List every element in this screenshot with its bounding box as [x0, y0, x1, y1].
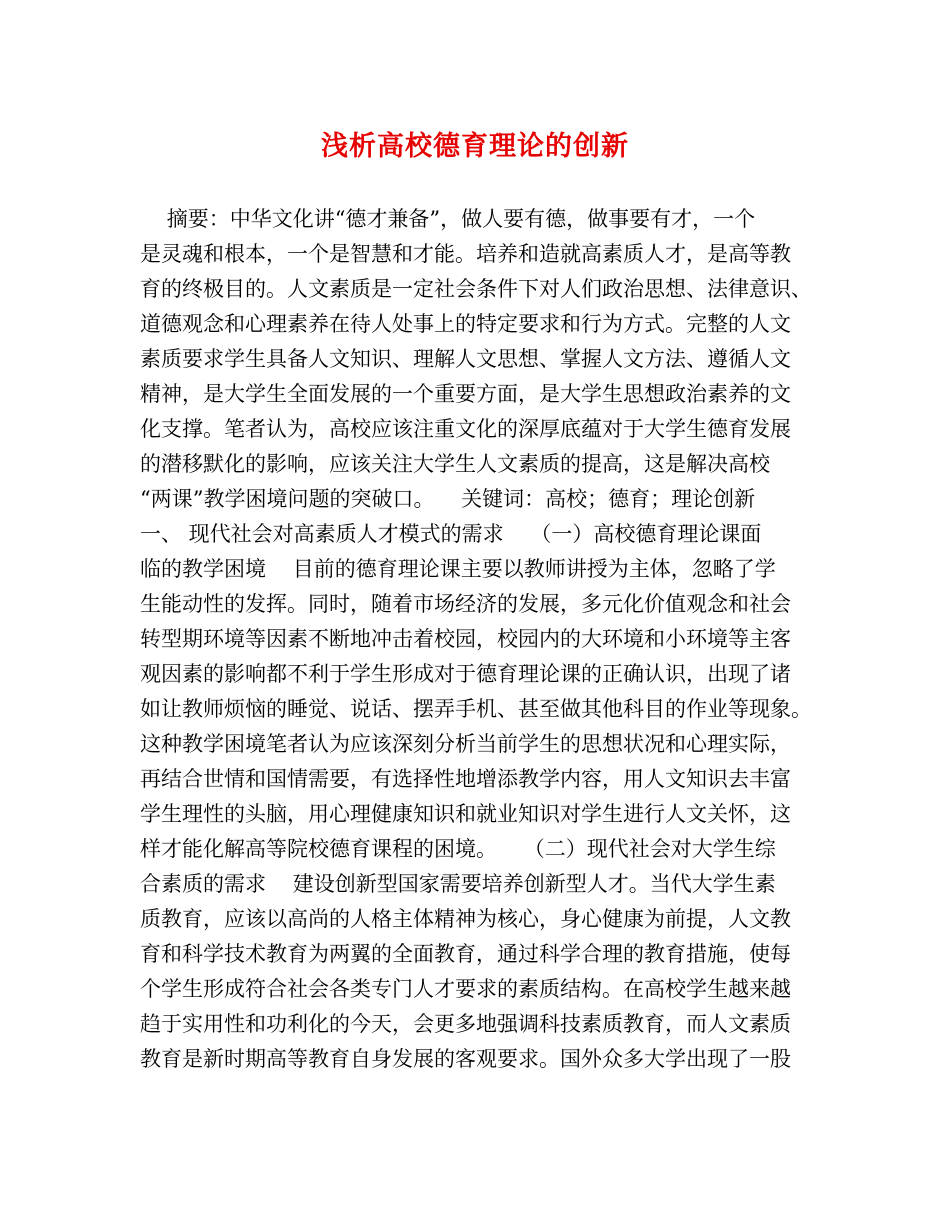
body-line: 这种教学困境笔者认为应该深刻分析当前学生的思想状况和心理实际， — [140, 732, 791, 756]
body-line: 素质要求学生具备人文知识、理解人文思想、掌握人文方法、遵循人文 — [140, 347, 791, 371]
body-line: 样才能化解高等院校德育课程的困境。 （二）现代社会对大学生综 — [140, 837, 776, 861]
body-line: 育的终极目的。人文素质是一定社会条件下对人们政治思想、法律意识、 — [140, 277, 812, 301]
body-line: “两课”教学困境问题的突破口。 关键词：高校；德育；理论创新 — [140, 487, 756, 511]
body-line: 质教育，应该以高尚的人格主体精神为核心，身心健康为前提，人文教 — [140, 907, 791, 931]
body-line: 观因素的影响都不利于学生形成对于德育理论课的正确认识，出现了诸 — [140, 662, 791, 686]
body-line: 如让教师烦恼的睡觉、说话、摆弄手机、甚至做其他科目的作业等现象。 — [140, 697, 812, 721]
body-line: 生能动性的发挥。同时，随着市场经济的发展，多元化价值观念和社会 — [140, 592, 791, 616]
body-line: 的潜移默化的影响，应该关注大学生人文素质的提高，这是解决高校 — [140, 452, 770, 476]
document-body — [140, 202, 830, 1077]
body-line: 摘要：中华文化讲“德才兼备”，做人要有德，做事要有才，一个 — [140, 207, 756, 231]
document-title: 浅析高校德育理论的创新 — [321, 131, 629, 162]
body-line: 合素质的需求 建设创新型国家需要培养创新型人才。当代大学生素 — [140, 872, 776, 896]
body-line: 是灵魂和根本，一个是智慧和才能。培养和造就高素质人才，是高等教 — [140, 242, 791, 266]
body-line: 个学生形成符合社会各类专门人才要求的素质结构。在高校学生越来越 — [140, 977, 791, 1001]
body-line: 趋于实用性和功利化的今天，会更多地强调科技素质教育，而人文素质 — [140, 1012, 791, 1036]
body-line: 道德观念和心理素养在待人处事上的特定要求和行为方式。完整的人文 — [140, 312, 791, 336]
body-line: 再结合世情和国情需要，有选择性地增添教学内容，用人文知识去丰富 — [140, 767, 791, 791]
body-line: 转型期环境等因素不断地冲击着校园，校园内的大环境和小环境等主客 — [140, 627, 791, 651]
body-line: 学生理性的头脑，用心理健康知识和就业知识对学生进行人文关怀，这 — [140, 802, 791, 826]
body-line: 精神，是大学生全面发展的一个重要方面，是大学生思想政治素养的文 — [140, 382, 791, 406]
body-line: 育和科学技术教育为两翼的全面教育，通过科学合理的教育措施，使每 — [140, 942, 791, 966]
body-line: 一、 现代社会对高素质人才模式的需求 （一）高校德育理论课面 — [140, 522, 762, 546]
body-line: 化支撑。笔者认为，高校应该注重文化的深厚底蕴对于大学生德育发展 — [140, 417, 791, 441]
body-line: 临的教学困境 目前的德育理论课主要以教师讲授为主体，忽略了学 — [140, 557, 776, 581]
body-line: 教育是新时期高等教育自身发展的客观要求。国外众多大学出现了一股 — [140, 1047, 791, 1071]
